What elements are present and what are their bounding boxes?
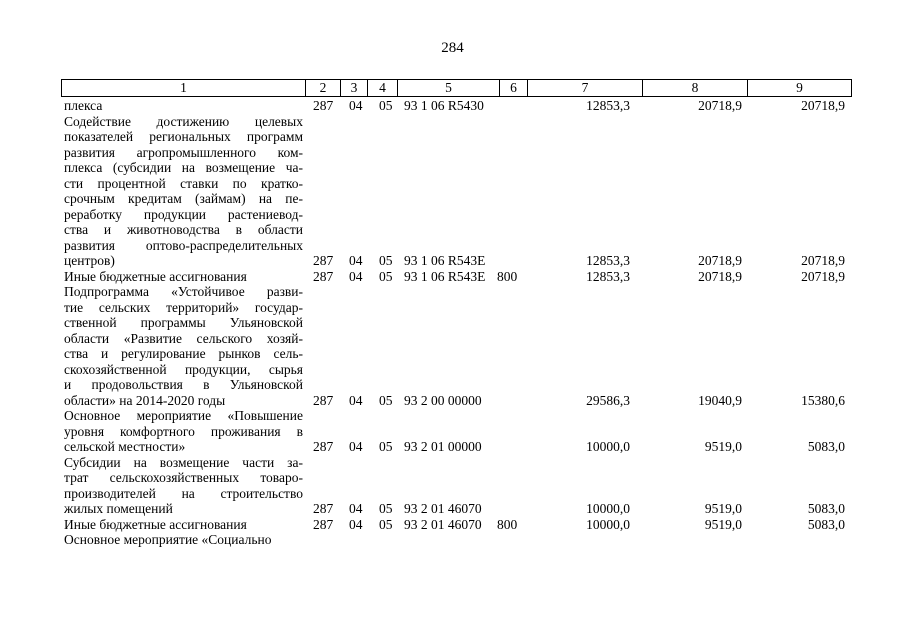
table-row <box>0 455 905 517</box>
target-article-code: 93 2 01 46070 <box>404 516 482 532</box>
amount-col-9: 15380,6 <box>801 392 845 408</box>
table-header <box>61 79 852 97</box>
description-line: ства и регулирование рынков сель- <box>64 346 303 361</box>
amount-col-8: 20718,9 <box>698 253 742 268</box>
section-code: 04 <box>349 392 363 408</box>
amount-col-8: 9519,0 <box>704 439 742 454</box>
amount-col-7: 29586,3 <box>586 392 630 408</box>
description-line: уровня комфортного проживания в <box>64 423 303 439</box>
row-description <box>64 408 303 455</box>
amount-col-8: 20718,9 <box>698 98 742 113</box>
target-article-code: 93 1 06 R5430 <box>404 98 484 113</box>
description-line: Иные бюджетные ассигнования <box>64 268 247 284</box>
description-line: Подпрограмма «Устойчивое разви- <box>64 284 303 299</box>
row-description <box>64 98 303 114</box>
description-line: показателей региональных программ <box>64 129 303 144</box>
description-line: производителей на строительство <box>64 485 303 501</box>
description-line: реработку продукции растениевод- <box>64 206 303 222</box>
amount-col-7: 12853,3 <box>586 98 630 113</box>
header-col-9: 9 <box>747 80 851 96</box>
amount-col-9: 20718,9 <box>801 268 845 284</box>
table-row <box>0 517 905 533</box>
row-description <box>64 532 303 548</box>
row-description <box>64 455 303 517</box>
section-code: 04 <box>349 516 363 532</box>
header-col-8: 8 <box>642 80 747 96</box>
subsection-code: 05 <box>379 439 393 454</box>
amount-col-7: 10000,0 <box>586 501 630 516</box>
admin-code: 287 <box>313 516 334 532</box>
row-description <box>64 517 303 533</box>
header-col-3: 3 <box>340 80 367 96</box>
description-line: плекса (субсидии на возмещение ча- <box>64 160 303 175</box>
description-line: области» на 2014-2020 годы <box>64 392 226 408</box>
target-article-code: 93 2 01 46070 <box>404 501 482 516</box>
subsection-code: 05 <box>379 516 393 532</box>
description-line: сти процентной ставки по кратко- <box>64 175 303 191</box>
header-col-1: 1 <box>180 80 187 95</box>
amount-col-8: 9519,0 <box>704 501 742 516</box>
amount-col-7: 12853,3 <box>586 253 630 268</box>
amount-col-7: 12853,3 <box>586 268 630 284</box>
target-article-code: 93 1 06 R543E <box>404 268 486 284</box>
amount-col-8: 9519,0 <box>704 516 742 532</box>
admin-code: 287 <box>313 98 334 113</box>
target-article-code: 93 2 00 00000 <box>404 392 482 408</box>
description-line: области «Развитие сельского хозяй- <box>64 330 303 346</box>
section-code: 04 <box>349 439 363 454</box>
header-col-4: 4 <box>367 80 397 96</box>
description-line: Субсидии на возмещение части за- <box>64 454 303 470</box>
admin-code: 287 <box>313 268 334 284</box>
page-number: 284 <box>441 40 464 56</box>
description-line: Основное мероприятие «Повышение <box>64 408 303 423</box>
table-row <box>0 532 905 548</box>
table-row <box>0 98 905 114</box>
header-col-7: 7 <box>527 80 642 96</box>
description-line: срочным кредитам (займам) на пе- <box>64 191 303 206</box>
table-row <box>0 284 905 408</box>
section-code: 04 <box>349 501 363 516</box>
description-line: Иные бюджетные ассигнования <box>64 516 247 532</box>
section-code: 04 <box>349 268 363 284</box>
target-article-code: 93 2 01 00000 <box>404 439 482 454</box>
description-line: Основное мероприятие «Социально <box>64 532 272 547</box>
subsection-code: 05 <box>379 501 393 516</box>
admin-code: 287 <box>313 501 334 516</box>
description-line: развития оптово-распределительных <box>64 237 303 253</box>
admin-code: 287 <box>313 392 334 408</box>
section-code: 04 <box>349 253 363 268</box>
amount-col-9: 20718,9 <box>801 253 845 268</box>
subsection-code: 05 <box>379 98 393 113</box>
description-line: плекса <box>64 98 103 113</box>
subsection-code: 05 <box>379 268 393 284</box>
table-row <box>0 408 905 455</box>
row-description <box>64 269 303 285</box>
table-row <box>0 269 905 285</box>
subsection-code: 05 <box>379 253 393 268</box>
header-col-5: 5 <box>397 80 499 96</box>
row-description <box>64 284 303 408</box>
description-line: жилых помещений <box>64 501 173 516</box>
amount-col-9: 5083,0 <box>807 501 845 516</box>
table-row <box>0 114 905 269</box>
amount-col-9: 5083,0 <box>807 516 845 532</box>
description-line: развития агропромышленного ком- <box>64 144 303 160</box>
header-col-6: 6 <box>499 80 527 96</box>
description-line: ства и животноводства в области <box>64 222 303 237</box>
amount-col-9: 5083,0 <box>807 439 845 454</box>
amount-col-8: 20718,9 <box>698 268 742 284</box>
target-article-code: 93 1 06 R543E <box>404 253 486 268</box>
admin-code: 287 <box>313 253 334 268</box>
row-description <box>64 114 303 269</box>
expense-type-code: 800 <box>497 516 518 532</box>
amount-col-7: 10000,0 <box>586 516 630 532</box>
description-line: ственной программы Ульяновской <box>64 315 303 330</box>
description-line: сельской местности» <box>64 439 186 454</box>
amount-col-8: 19040,9 <box>698 392 742 408</box>
description-line: центров) <box>64 253 115 268</box>
amount-col-7: 10000,0 <box>586 439 630 454</box>
amount-col-9: 20718,9 <box>801 98 845 113</box>
description-line: тие сельских территорий» государ- <box>64 299 303 315</box>
table-body <box>0 98 905 548</box>
description-line: трат сельскохозяйственных товаро- <box>64 470 303 485</box>
description-line: скохозяйственной продукции, сырья <box>64 361 303 377</box>
description-line: и продовольствия в Ульяновской <box>64 377 303 392</box>
expense-type-code: 800 <box>497 268 518 284</box>
section-code: 04 <box>349 98 363 113</box>
subsection-code: 05 <box>379 392 393 408</box>
description-line: Содействие достижению целевых <box>64 113 303 129</box>
admin-code: 287 <box>313 439 334 454</box>
header-col-2: 2 <box>305 80 340 96</box>
